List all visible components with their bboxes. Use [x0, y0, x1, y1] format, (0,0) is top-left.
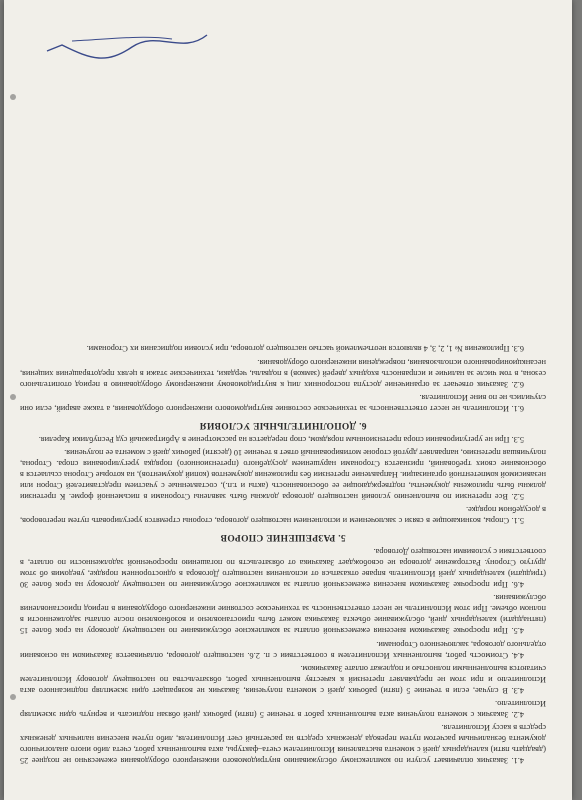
paragraph-5-2: 5.2. Все претензии по выполнению условий настоящего договора должны быть заявлены Сторонами в письменной форме. К претензии должны быть приложены документы, подтверждающие ее обоснованность (акты и т.п.), составленные с участием представителей Сторон или независимой компетентной организации. Направление претензии без приложения документов (копий документов), на которые Сторона ссылается в обоснование своих требований, признается Сторонами нарушением досудебного (претензионного) порядка урегулирования спора. Сторона, получившая претензию, направляет другой стороне мотивированный ответ в течение 10 (десяти) рабочих дней с момента ее получения. [20, 447, 546, 502]
paragraph-5-1: 5.1. Споры, возникающие в связи с заключением и исполнением настоящего договора, стороны стремятся урегулировать путем переговоров, в досудебном порядке. [20, 505, 546, 526]
paragraph-6-2: 6.2. Заказчик отвечает за ограничение доступа посторонних лиц к внутридомовому инженерному оборудованию в период отопительного сезона, в том числе за наличие и исправность входных дверей (замков) в подвалы, чердаки, технические этажи в целях предотвращения хищения, несанкционированного использования, повреждения инженерного оборудования. [20, 357, 546, 389]
paragraph-5-3: 5.3. При не урегулировании спора претензионным порядком, спор передается на рассмотрение в Арбитражный суд Республики Карелия. [38, 434, 524, 444]
page-content [20, 341, 546, 766]
paragraph-6-1: 6.1. Исполнитель не несет ответственность за техническое состояние внутридомового инженерного оборудования, а также аварий, если они случились не по вине Исполнителя. [20, 392, 546, 413]
section-6-heading: 6. ДОПОЛНИТЕЛЬНЫЕ УСЛОВИЯ [199, 419, 367, 430]
handwritten-signature [42, 25, 212, 65]
paragraph-4-1: 4.1. Заказчик оплачивает услуги по комплексному обслуживанию внутридомового инженерного оборудования ежемесячно не позднее 25 (двадцать пяти) календарных дней с момента выставления Исполнителем счета–фактуры, акта выполненных работ, счета либо иного аналогичного документа безналичным расчетом путем перевода денежных средств на расчетный счет Исполнителя, либо путем внесения наличных денежных средств в кассу Исполнителя. [20, 722, 546, 765]
paragraph-4-5: 4.5. При просрочке Заказчиком внесения ежемесячной оплаты за комплексное обслуживание по настоящему договору на срок более 15 (пятнадцати) календарных дней, обслуживание объекта Заказчика может быть приостановлено и возобновлено после оплаты задолженности в полном объеме. При этом Исполнитель не несет ответственность за техническое состояние инженерного оборудования в период приостановления обслуживания. [20, 593, 546, 636]
paragraph-4-2: 4.2. Заказчик с момента получения акта выполненных работ в течение 5 (пяти) рабочих дней обязан подписать и вернуть один экземпляр Исполнителю. [20, 698, 546, 719]
paragraph-4-4: 4.4. Стоимость работ, выполненных Исполнителем в соответствии с п. 2.6. настоящего договора, оплачивается Заказчиком на основании отдельного договора, заключенного Сторонами. [20, 639, 546, 660]
binding-holes [10, 40, 18, 740]
scanned-contract-page [4, 0, 572, 800]
section-5-heading: 5. РАЗРЕШЕНИЕ СПОРОВ [220, 532, 346, 543]
paragraph-6-3: 6.3. Приложения № 1, 2, 3, 4 являются неотъемлемой частью настоящего договора, при условии подписания их Сторонами. [86, 344, 524, 354]
paragraph-4-6: 4.6. При просрочке Заказчиком внесения ежемесячной оплаты за комплексное обслуживание по настоящему договору на срок более 30 (тридцати) календарных дней Исполнитель вправе отказаться от исполнения настоящего Договора в одностороннем порядке, уведомив об этом другую Сторону. Расторжение договора не освобождает Заказчика от обязательств по погашению просроченной задолженности по оплате, в соответствии с условиями настоящего Договора. [20, 547, 546, 590]
paragraph-4-3: 4.3. В случае, если в течение 5 (пяти) рабочих дней с момента получения, Заказчик не возвращает один экземпляр подписанного акта Исполнителю и при этом не предъявляет претензий к качеству выполненных работ, обязательства по настоящему договору Исполнителем считаются выполненными полностью и подлежат оплате Заказчиком. [20, 663, 546, 695]
